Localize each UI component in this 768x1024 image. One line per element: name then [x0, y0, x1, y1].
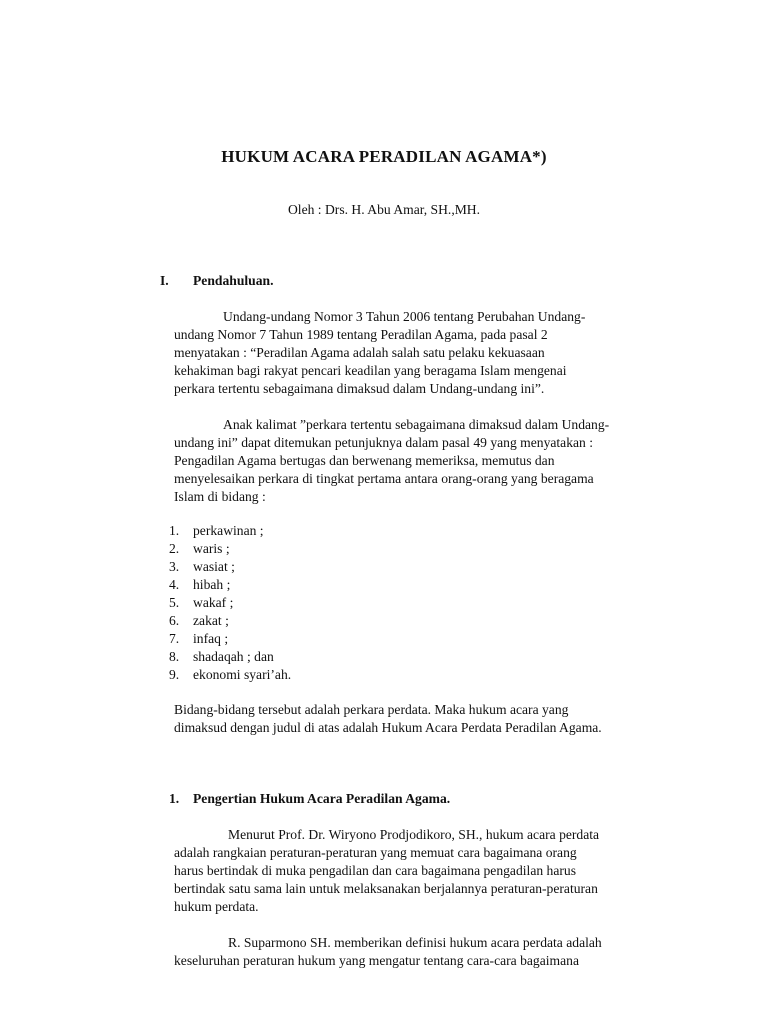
section-number: I.	[160, 273, 169, 288]
list-item	[169, 540, 291, 558]
list-number: 4.	[169, 577, 180, 592]
list-number: 1.	[169, 523, 180, 538]
list-text: perkawinan ;	[193, 523, 264, 538]
list-item	[169, 594, 291, 612]
paragraph-line: perkara tertentu sebagaimana dimaksud dalam Undang-undang ini”.	[174, 381, 545, 396]
paragraph-line: R. Suparmono SH. memberikan definisi hukum acara perdata adalah	[228, 935, 602, 950]
list-item	[169, 522, 291, 540]
paragraph-line: Anak kalimat ”perkara tertentu sebagaimana dimaksud dalam Undang-	[223, 417, 610, 432]
paragraph-line: dimaksud dengan judul di atas adalah Hukum Acara Perdata Peradilan Agama.	[174, 720, 602, 735]
list-text: hibah ;	[193, 577, 231, 592]
list-item	[169, 576, 291, 594]
paragraph-line: adalah rangkaian peraturan-peraturan yang memuat cara bagaimana orang	[174, 845, 577, 860]
section-heading	[160, 272, 273, 290]
list-item	[169, 648, 291, 666]
paragraph-line: harus bertindak di muka pengadilan dan cara bagaimana pengadilan harus	[174, 863, 576, 878]
paragraph-line: keseluruhan peraturan hukum yang mengatur tentang cara-cara bagaimana	[174, 953, 579, 968]
list-number: 8.	[169, 649, 180, 664]
paragraph-scope	[174, 416, 644, 506]
list-text: zakat ;	[193, 613, 229, 628]
paragraph-line: bertindak satu sama lain untuk melaksanakan berjalannya peraturan-peraturan	[174, 881, 598, 896]
list-text: ekonomi syari’ah.	[193, 667, 292, 682]
paragraph-line: undang Nomor 7 Tahun 1989 tentang Peradilan Agama, pada pasal 2	[174, 327, 548, 342]
list-number: 3.	[169, 559, 180, 574]
list-text: infaq ;	[193, 631, 229, 646]
paragraph-definition-2	[174, 934, 644, 970]
list-item	[169, 558, 291, 576]
subsection-title: Pengertian Hukum Acara Peradilan Agama.	[193, 791, 451, 806]
document-title: HUKUM ACARA PERADILAN AGAMA*)	[221, 147, 547, 166]
list-text: shadaqah ; dan	[193, 649, 274, 664]
paragraph-line: kehakiman bagi rakyat pencari keadilan yang beragama Islam mengenai	[174, 363, 567, 378]
paragraph-line: Undang-undang Nomor 3 Tahun 2006 tentang Perubahan Undang-	[223, 309, 586, 324]
field-list	[169, 522, 291, 684]
list-text: wakaf ;	[193, 595, 234, 610]
subsection-heading	[169, 790, 450, 808]
list-number: 5.	[169, 595, 180, 610]
subsection-number: 1.	[169, 791, 180, 806]
list-item	[169, 666, 291, 684]
list-item	[169, 612, 291, 630]
list-text: wasiat ;	[193, 559, 235, 574]
paragraph-line: menyelesaikan perkara di tingkat pertama antara orang-orang yang beragama	[174, 471, 594, 486]
paragraph-line: menyatakan : “Peradilan Agama adalah salah satu pelaku kekuasaan	[174, 345, 545, 360]
paragraph-definition-1	[174, 826, 644, 916]
paragraph-intro	[174, 308, 644, 398]
list-number: 9.	[169, 667, 180, 682]
list-number: 2.	[169, 541, 180, 556]
paragraph-line: undang ini” dapat ditemukan petunjuknya dalam pasal 49 yang menyatakan :	[174, 435, 594, 450]
list-number: 6.	[169, 613, 180, 628]
document-author: Oleh : Drs. H. Abu Amar, SH.,MH.	[287, 202, 481, 217]
paragraph-closing	[174, 701, 644, 737]
section-title: Pendahuluan.	[193, 273, 274, 288]
list-number: 7.	[169, 631, 180, 646]
paragraph-line: hukum perdata.	[174, 899, 259, 914]
paragraph-line: Menurut Prof. Dr. Wiryono Prodjodikoro, SH., hukum acara perdata	[228, 827, 600, 842]
list-text: waris ;	[193, 541, 230, 556]
paragraph-line: Pengadilan Agama bertugas dan berwenang memeriksa, memutus dan	[174, 453, 555, 468]
list-item	[169, 630, 291, 648]
paragraph-line: Islam di bidang :	[174, 489, 266, 504]
paragraph-line: Bidang-bidang tersebut adalah perkara perdata. Maka hukum acara yang	[174, 702, 569, 717]
